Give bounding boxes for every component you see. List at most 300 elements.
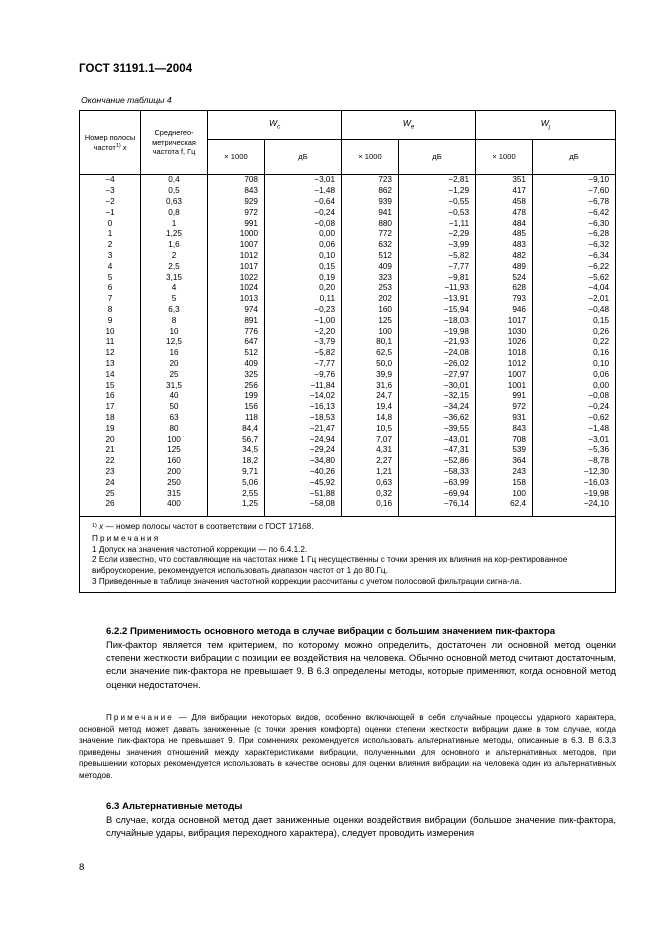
table-row bbox=[80, 251, 616, 262]
we-x1000-cell: 14,8 bbox=[342, 413, 399, 424]
we-x1000-header: × 1000 bbox=[342, 140, 399, 175]
we-db-cell: −11,93 bbox=[399, 283, 476, 294]
band-number-cell: 15 bbox=[80, 380, 141, 391]
band-number-cell: 25 bbox=[80, 488, 141, 499]
center-frequency-cell: 1,25 bbox=[141, 229, 208, 240]
we-x1000-cell: 0,63 bbox=[342, 477, 399, 488]
we-db-cell: −3,99 bbox=[399, 240, 476, 251]
wj-x1000-cell: 991 bbox=[476, 391, 533, 402]
band-number-header: Номер полосы частот$^{1)}$ x bbox=[80, 111, 141, 175]
wc-db-cell: −21,47 bbox=[265, 423, 342, 434]
wj-x1000-cell: 843 bbox=[476, 423, 533, 434]
wc-db-cell: 0,20 bbox=[265, 283, 342, 294]
we-x1000-cell: 772 bbox=[342, 229, 399, 240]
we-db-cell: −1,29 bbox=[399, 186, 476, 197]
wj-x1000-cell: 158 bbox=[476, 477, 533, 488]
we-db-cell: −2,29 bbox=[399, 229, 476, 240]
wj-db-cell: 0,16 bbox=[533, 348, 616, 359]
band-number-cell: 23 bbox=[80, 467, 141, 478]
table-caption: Окончание таблицы 4 bbox=[81, 95, 172, 105]
wj-db-cell: −12,30 bbox=[533, 467, 616, 478]
wj-db-cell: −1,48 bbox=[533, 423, 616, 434]
wc-x1000-cell: 325 bbox=[208, 369, 265, 380]
we-x1000-cell: 323 bbox=[342, 272, 399, 283]
band-number-cell: −3 bbox=[80, 186, 141, 197]
table-row bbox=[80, 305, 616, 316]
band-number-cell: 9 bbox=[80, 315, 141, 326]
wc-x1000-cell: 972 bbox=[208, 207, 265, 218]
wj-x1000-cell: 1007 bbox=[476, 369, 533, 380]
band-number-cell: 1 bbox=[80, 229, 141, 240]
we-db-cell: −30,01 bbox=[399, 380, 476, 391]
table-row bbox=[80, 467, 616, 478]
band-number-cell: 13 bbox=[80, 359, 141, 370]
wj-db-header: дБ bbox=[533, 140, 616, 175]
wc-db-cell: −11,84 bbox=[265, 380, 342, 391]
wc-db-cell: −5,82 bbox=[265, 348, 342, 359]
band-number-cell: 26 bbox=[80, 499, 141, 516]
we-x1000-cell: 0,32 bbox=[342, 488, 399, 499]
center-frequency-cell: 100 bbox=[141, 434, 208, 445]
table-row bbox=[80, 456, 616, 467]
wc-x1000-cell: 1024 bbox=[208, 283, 265, 294]
wc-x1000-cell: 199 bbox=[208, 391, 265, 402]
wc-x1000-cell: 1,25 bbox=[208, 499, 265, 516]
wj-db-cell: −19,98 bbox=[533, 488, 616, 499]
we-x1000-cell: 100 bbox=[342, 326, 399, 337]
table-row bbox=[80, 499, 616, 516]
wc-x1000-cell: 891 bbox=[208, 315, 265, 326]
table-row bbox=[80, 391, 616, 402]
wc-x1000-cell: 1017 bbox=[208, 261, 265, 272]
wc-x1000-cell: 18,2 bbox=[208, 456, 265, 467]
wc-db-cell: −34,80 bbox=[265, 456, 342, 467]
we-db-cell: −5,82 bbox=[399, 251, 476, 262]
wj-x1000-cell: 482 bbox=[476, 251, 533, 262]
we-x1000-cell: 0,16 bbox=[342, 499, 399, 516]
wj-db-cell: −4,04 bbox=[533, 283, 616, 294]
wj-db-cell: −0,62 bbox=[533, 413, 616, 424]
table-body bbox=[80, 175, 616, 517]
wc-x1000-cell: 647 bbox=[208, 337, 265, 348]
wj-x1000-cell: 484 bbox=[476, 218, 533, 229]
center-frequency-cell: 12,5 bbox=[141, 337, 208, 348]
center-frequency-cell: 2,5 bbox=[141, 261, 208, 272]
band-number-cell: −1 bbox=[80, 207, 141, 218]
wc-db-cell: −1,48 bbox=[265, 186, 342, 197]
wc-db-cell: −58,08 bbox=[265, 499, 342, 516]
wc-db-cell: 0,19 bbox=[265, 272, 342, 283]
wc-x1000-cell: 1022 bbox=[208, 272, 265, 283]
wc-db-cell: −29,24 bbox=[265, 445, 342, 456]
band-number-cell: 21 bbox=[80, 445, 141, 456]
center-frequency-cell: 4 bbox=[141, 283, 208, 294]
center-frequency-cell: 400 bbox=[141, 499, 208, 516]
table-row bbox=[80, 197, 616, 208]
wc-db-cell: 0,15 bbox=[265, 261, 342, 272]
wj-db-cell: −16,03 bbox=[533, 477, 616, 488]
wj-x1000-cell: 351 bbox=[476, 175, 533, 186]
wj-db-cell: −9,10 bbox=[533, 175, 616, 186]
wj-x1000-cell: 708 bbox=[476, 434, 533, 445]
wj-db-cell: −7,60 bbox=[533, 186, 616, 197]
center-frequency-cell: 31,5 bbox=[141, 380, 208, 391]
wj-db-cell: −3,01 bbox=[533, 434, 616, 445]
band-number-cell: 16 bbox=[80, 391, 141, 402]
we-db-cell: −21,93 bbox=[399, 337, 476, 348]
center-frequency-cell: 63 bbox=[141, 413, 208, 424]
wc-x1000-cell: 256 bbox=[208, 380, 265, 391]
band-number-cell: 8 bbox=[80, 305, 141, 316]
wc-db-cell: 0,10 bbox=[265, 251, 342, 262]
wc-x1000-cell: 5,06 bbox=[208, 477, 265, 488]
band-number-cell: 14 bbox=[80, 369, 141, 380]
wj-db-cell: 0,15 bbox=[533, 315, 616, 326]
we-x1000-cell: 2,27 bbox=[342, 456, 399, 467]
wc-db-cell: −7,77 bbox=[265, 359, 342, 370]
table-row bbox=[80, 488, 616, 499]
table-row bbox=[80, 348, 616, 359]
note-text: — Для вибрации некоторых видов, особенно включающей в себя случайные процессы ударного характера, основной метод может давать заниженные (с точки зрения комфорта) оценки степени жесткости вибрации даже в том случае, когда значение пик-фактора не превышает 9. При сомнениях рекомендуется использовать альтернативные методы, описанные в 6.3. В 6.3.3 приведены значения отношений между характеристиками вибрации, полученными для основного и альтернативных методов, при превышении которых рекомендуется использовать в качестве основы для оценки влияния вибрации на человека один из альтернативных методов. bbox=[79, 713, 617, 780]
center-frequency-cell: 20 bbox=[141, 359, 208, 370]
wj-x1000-cell: 489 bbox=[476, 261, 533, 272]
wc-x1000-cell: 1007 bbox=[208, 240, 265, 251]
wj-db-cell: 0,26 bbox=[533, 326, 616, 337]
section-63 bbox=[79, 800, 616, 840]
wc-db-cell: −51,88 bbox=[265, 488, 342, 499]
wc-x1000-cell: 708 bbox=[208, 175, 265, 186]
band-number-cell: 22 bbox=[80, 456, 141, 467]
wj-db-cell: −5,62 bbox=[533, 272, 616, 283]
center-frequency-cell: 125 bbox=[141, 445, 208, 456]
table-notes bbox=[80, 516, 616, 593]
we-db-cell: −0,53 bbox=[399, 207, 476, 218]
wj-db-cell: −6,22 bbox=[533, 261, 616, 272]
center-frequency-cell: 3,15 bbox=[141, 272, 208, 283]
wj-db-cell: −6,34 bbox=[533, 251, 616, 262]
band-number-cell: 4 bbox=[80, 261, 141, 272]
wc-db-cell: −0,24 bbox=[265, 207, 342, 218]
wj-x1000-cell: 458 bbox=[476, 197, 533, 208]
center-frequency-header: Среднегео-метрическая частота f, Гц bbox=[141, 111, 208, 175]
wc-db-cell: −0,64 bbox=[265, 197, 342, 208]
we-db-cell: −19,98 bbox=[399, 326, 476, 337]
we-db-cell: −47,31 bbox=[399, 445, 476, 456]
we-x1000-cell: 632 bbox=[342, 240, 399, 251]
center-frequency-cell: 5 bbox=[141, 294, 208, 305]
we-db-cell: −1,11 bbox=[399, 218, 476, 229]
band-number-cell: 5 bbox=[80, 272, 141, 283]
we-x1000-cell: 4,31 bbox=[342, 445, 399, 456]
band-number-cell: 17 bbox=[80, 402, 141, 413]
table-row bbox=[80, 218, 616, 229]
note-item: 1 Допуск на значения частотной коррекции — по 6.4.1.2. bbox=[92, 544, 308, 554]
we-x1000-cell: 880 bbox=[342, 218, 399, 229]
we-x1000-cell: 409 bbox=[342, 261, 399, 272]
we-db-cell: −34,24 bbox=[399, 402, 476, 413]
wj-db-cell: −6,28 bbox=[533, 229, 616, 240]
we-db-cell: −43,01 bbox=[399, 434, 476, 445]
center-frequency-cell: 1,6 bbox=[141, 240, 208, 251]
table-row bbox=[80, 359, 616, 370]
wj-db-cell: 0,06 bbox=[533, 369, 616, 380]
note-label: Примечание bbox=[106, 713, 174, 722]
table-row bbox=[80, 423, 616, 434]
wj-db-cell: 0,10 bbox=[533, 359, 616, 370]
we-x1000-cell: 80,1 bbox=[342, 337, 399, 348]
page-number: 8 bbox=[79, 862, 85, 873]
we-x1000-cell: 253 bbox=[342, 283, 399, 294]
wc-db-cell: 0,06 bbox=[265, 240, 342, 251]
wj-db-cell: −6,42 bbox=[533, 207, 616, 218]
wj-db-cell: −6,30 bbox=[533, 218, 616, 229]
wj-db-cell: −0,08 bbox=[533, 391, 616, 402]
we-db-cell: −2,81 bbox=[399, 175, 476, 186]
wj-x1000-cell: 1026 bbox=[476, 337, 533, 348]
wj-db-cell: −0,24 bbox=[533, 402, 616, 413]
wc-db-cell: −24,94 bbox=[265, 434, 342, 445]
wc-x1000-header: × 1000 bbox=[208, 140, 265, 175]
band-number-cell: −4 bbox=[80, 175, 141, 186]
center-frequency-cell: 6,3 bbox=[141, 305, 208, 316]
document-title: ГОСТ 31191.1—2004 bbox=[79, 63, 193, 75]
we-x1000-cell: 39,9 bbox=[342, 369, 399, 380]
wc-x1000-cell: 1013 bbox=[208, 294, 265, 305]
we-x1000-cell: 862 bbox=[342, 186, 399, 197]
wj-x1000-cell: 1030 bbox=[476, 326, 533, 337]
wj-db-cell: −6,32 bbox=[533, 240, 616, 251]
wj-db-cell: 0,22 bbox=[533, 337, 616, 348]
section-63-heading: 6.3 Альтернативные методы bbox=[106, 801, 243, 812]
we-x1000-cell: 160 bbox=[342, 305, 399, 316]
wc-db-cell: −2,20 bbox=[265, 326, 342, 337]
we-db-cell: −0,55 bbox=[399, 197, 476, 208]
we-db-cell: −52,86 bbox=[399, 456, 476, 467]
center-frequency-cell: 80 bbox=[141, 423, 208, 434]
wc-db-cell: −16,13 bbox=[265, 402, 342, 413]
we-x1000-cell: 125 bbox=[342, 315, 399, 326]
we-x1000-cell: 50,0 bbox=[342, 359, 399, 370]
center-frequency-cell: 0,63 bbox=[141, 197, 208, 208]
table-row bbox=[80, 402, 616, 413]
center-frequency-cell: 160 bbox=[141, 456, 208, 467]
wc-x1000-cell: 56,7 bbox=[208, 434, 265, 445]
wj-x1000-cell: 1017 bbox=[476, 315, 533, 326]
center-frequency-cell: 8 bbox=[141, 315, 208, 326]
we-x1000-cell: 512 bbox=[342, 251, 399, 262]
table-row bbox=[80, 315, 616, 326]
band-number-cell: 3 bbox=[80, 251, 141, 262]
we-db-cell: −9,81 bbox=[399, 272, 476, 283]
notes-title: Примечания bbox=[92, 534, 161, 544]
we-db-cell: −36,62 bbox=[399, 413, 476, 424]
table-row bbox=[80, 434, 616, 445]
wc-db-cell: 0,00 bbox=[265, 229, 342, 240]
wj-db-cell: −0,48 bbox=[533, 305, 616, 316]
table-row bbox=[80, 413, 616, 424]
section-622-note bbox=[79, 712, 616, 782]
wj-x1000-cell: 524 bbox=[476, 272, 533, 283]
we-db-cell: −58,33 bbox=[399, 467, 476, 478]
wc-db-cell: −40,26 bbox=[265, 467, 342, 478]
section-622 bbox=[79, 625, 616, 691]
center-frequency-cell: 16 bbox=[141, 348, 208, 359]
wc-x1000-cell: 84,4 bbox=[208, 423, 265, 434]
we-db-cell: −69,94 bbox=[399, 488, 476, 499]
wj-x1000-cell: 1012 bbox=[476, 359, 533, 370]
wj-x1000-cell: 478 bbox=[476, 207, 533, 218]
wc-x1000-cell: 512 bbox=[208, 348, 265, 359]
band-number-cell: 10 bbox=[80, 326, 141, 337]
wc-db-cell: −9,76 bbox=[265, 369, 342, 380]
wj-x1000-header: × 1000 bbox=[476, 140, 533, 175]
band-number-cell: −2 bbox=[80, 197, 141, 208]
wc-x1000-cell: 1012 bbox=[208, 251, 265, 262]
wc-x1000-cell: 1000 bbox=[208, 229, 265, 240]
table-row bbox=[80, 337, 616, 348]
band-number-cell: 2 bbox=[80, 240, 141, 251]
we-x1000-cell: 941 bbox=[342, 207, 399, 218]
we-header: $W_e$ bbox=[342, 111, 476, 140]
wj-x1000-cell: 628 bbox=[476, 283, 533, 294]
wj-x1000-cell: 931 bbox=[476, 413, 533, 424]
we-db-cell: −39,55 bbox=[399, 423, 476, 434]
wc-db-cell: −45,92 bbox=[265, 477, 342, 488]
wj-x1000-cell: 972 bbox=[476, 402, 533, 413]
we-x1000-cell: 202 bbox=[342, 294, 399, 305]
table-row bbox=[80, 229, 616, 240]
wj-x1000-cell: 946 bbox=[476, 305, 533, 316]
wc-db-cell: 0,11 bbox=[265, 294, 342, 305]
table-row bbox=[80, 477, 616, 488]
section-622-paragraph: Пик-фактор является тем критерием, по которому можно определить, достаточен ли основной метод оценки степени жесткости вибрации с позиции ее воздействия на человека. Обычно основной метод считают достаточным, если значение пик-фактора не превышает 9. В 6.3 определены методы, которые применяют, когда основной метод оценки недостаточен. bbox=[106, 639, 616, 690]
wc-x1000-cell: 991 bbox=[208, 218, 265, 229]
wj-x1000-cell: 243 bbox=[476, 467, 533, 478]
wj-header: $W_j$ bbox=[476, 111, 616, 140]
we-x1000-cell: 62,5 bbox=[342, 348, 399, 359]
wc-x1000-cell: 776 bbox=[208, 326, 265, 337]
center-frequency-cell: 315 bbox=[141, 488, 208, 499]
wj-x1000-cell: 483 bbox=[476, 240, 533, 251]
wc-db-cell: −1,00 bbox=[265, 315, 342, 326]
band-number-cell: 12 bbox=[80, 348, 141, 359]
we-db-cell: −32,15 bbox=[399, 391, 476, 402]
we-db-cell: −15,94 bbox=[399, 305, 476, 316]
wc-db-cell: −0,23 bbox=[265, 305, 342, 316]
band-number-cell: 11 bbox=[80, 337, 141, 348]
table-row bbox=[80, 207, 616, 218]
wc-x1000-cell: 9,71 bbox=[208, 467, 265, 478]
note-item: 2 Если известно, что составляющие на частотах ниже 1 Гц несущественны с точки зрения их влияния на кор-ректированное виброускорение, рекомендуется использовать диапазон частот от 1 до 80 Гц. bbox=[92, 555, 568, 576]
wj-db-cell: −2,01 bbox=[533, 294, 616, 305]
wc-db-cell: −18,53 bbox=[265, 413, 342, 424]
we-db-cell: −13,91 bbox=[399, 294, 476, 305]
table-row bbox=[80, 283, 616, 294]
band-number-cell: 20 bbox=[80, 434, 141, 445]
wj-db-cell: −8,78 bbox=[533, 456, 616, 467]
wc-x1000-cell: 409 bbox=[208, 359, 265, 370]
wj-db-cell: −24,10 bbox=[533, 499, 616, 516]
we-db-cell: −63,99 bbox=[399, 477, 476, 488]
wc-x1000-cell: 974 bbox=[208, 305, 265, 316]
note-item: 3 Приведенные в таблице значения частотной коррекции рассчитаны с учетом полосовой фильтрации сигна-ла. bbox=[92, 576, 522, 586]
wj-x1000-cell: 1001 bbox=[476, 380, 533, 391]
we-x1000-cell: 10,5 bbox=[342, 423, 399, 434]
center-frequency-cell: 2 bbox=[141, 251, 208, 262]
we-db-cell: −24,08 bbox=[399, 348, 476, 359]
we-db-cell: −26,02 bbox=[399, 359, 476, 370]
center-frequency-cell: 40 bbox=[141, 391, 208, 402]
table-row bbox=[80, 175, 616, 186]
we-x1000-cell: 939 bbox=[342, 197, 399, 208]
wj-db-cell: −5,36 bbox=[533, 445, 616, 456]
wj-x1000-cell: 1018 bbox=[476, 348, 533, 359]
we-x1000-cell: 7,07 bbox=[342, 434, 399, 445]
center-frequency-cell: 200 bbox=[141, 467, 208, 478]
wj-db-cell: −6,78 bbox=[533, 197, 616, 208]
center-frequency-cell: 25 bbox=[141, 369, 208, 380]
band-number-cell: 0 bbox=[80, 218, 141, 229]
table-row bbox=[80, 369, 616, 380]
wc-db-cell: −3,01 bbox=[265, 175, 342, 186]
center-frequency-cell: 50 bbox=[141, 402, 208, 413]
wj-x1000-cell: 485 bbox=[476, 229, 533, 240]
wj-x1000-cell: 62,4 bbox=[476, 499, 533, 516]
wj-x1000-cell: 364 bbox=[476, 456, 533, 467]
table-row bbox=[80, 272, 616, 283]
we-x1000-cell: 24,7 bbox=[342, 391, 399, 402]
wc-header: $W_c$ bbox=[208, 111, 342, 140]
wc-db-header: дБ bbox=[265, 140, 342, 175]
wj-x1000-cell: 793 bbox=[476, 294, 533, 305]
wj-db-cell: 0,00 bbox=[533, 380, 616, 391]
we-db-cell: −27,97 bbox=[399, 369, 476, 380]
section-622-heading: 6.2.2 Применимость основного метода в случае вибрации с большим значением пик-фактора bbox=[106, 626, 556, 637]
we-x1000-cell: 31,6 bbox=[342, 380, 399, 391]
band-number-cell: 24 bbox=[80, 477, 141, 488]
center-frequency-cell: 0,8 bbox=[141, 207, 208, 218]
wc-db-cell: −14,02 bbox=[265, 391, 342, 402]
wc-x1000-cell: 929 bbox=[208, 197, 265, 208]
wc-x1000-cell: 843 bbox=[208, 186, 265, 197]
table-row bbox=[80, 261, 616, 272]
center-frequency-cell: 10 bbox=[141, 326, 208, 337]
we-db-cell: −18,03 bbox=[399, 315, 476, 326]
table-row bbox=[80, 445, 616, 456]
wc-x1000-cell: 2,55 bbox=[208, 488, 265, 499]
wc-db-cell: −0,08 bbox=[265, 218, 342, 229]
center-frequency-cell: 0,5 bbox=[141, 186, 208, 197]
wc-db-cell: −3,79 bbox=[265, 337, 342, 348]
table-row bbox=[80, 380, 616, 391]
table-footnote: $^{1)}$ x — номер полосы частот в соответствии с ГОСТ 17168. bbox=[92, 521, 314, 531]
table-row bbox=[80, 294, 616, 305]
frequency-weighting-table bbox=[79, 110, 616, 593]
we-x1000-cell: 723 bbox=[342, 175, 399, 186]
we-x1000-cell: 19,4 bbox=[342, 402, 399, 413]
we-db-cell: −7,77 bbox=[399, 261, 476, 272]
wj-x1000-cell: 539 bbox=[476, 445, 533, 456]
wc-x1000-cell: 156 bbox=[208, 402, 265, 413]
we-db-header: дБ bbox=[399, 140, 476, 175]
we-db-cell: −76,14 bbox=[399, 499, 476, 516]
center-frequency-cell: 250 bbox=[141, 477, 208, 488]
wj-x1000-cell: 100 bbox=[476, 488, 533, 499]
table-row bbox=[80, 240, 616, 251]
center-frequency-cell: 1 bbox=[141, 218, 208, 229]
band-number-cell: 7 bbox=[80, 294, 141, 305]
band-number-cell: 18 bbox=[80, 413, 141, 424]
